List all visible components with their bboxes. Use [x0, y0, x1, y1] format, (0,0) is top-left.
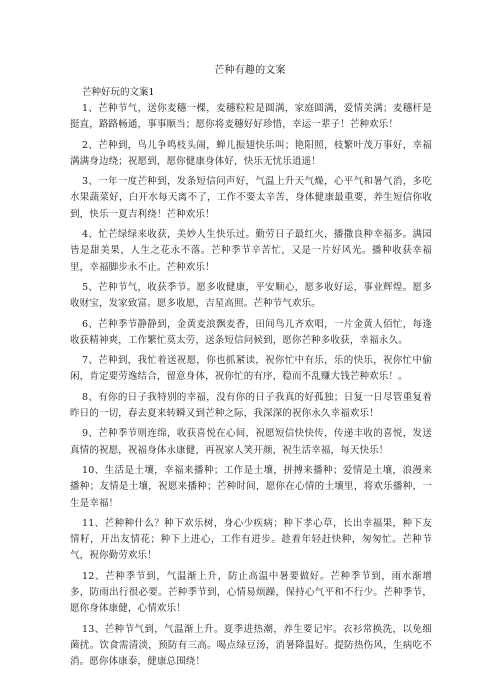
paragraph-10: 10、生活是土壤，幸福来播种；工作是土壤，拼搏来播种；爱情是土壤，浪漫来播种；友情是土壤，祝愿来播种；芒种时间，愿你在心情的土壤里，将欢乐播种，一生是幸福！ [70, 464, 432, 509]
paragraph-5: 5、芒种节气，收获季节。愿多收健康，平安顺心，愿多收好运，事业辉煌。愿多收财宝，发家致富。愿多收愿，吉星高照。芒种节气欢乐。 [70, 281, 432, 310]
paragraph-4: 4、忙芒绿绿来收获，美妙人生快乐过。勤劳日子最红火，播撒良种幸福多。满园皆是甜美果，人生之花永不落。芒种季节辛苦忙，又是一片好风光。播种收获幸福里，幸福脚步永不止。芒种欢乐！ [70, 229, 432, 273]
paragraph-2: 2、芒种到，鸟儿争鸣枝头闹，蝉儿振翅快乐叫；艳阳照，枝繁叶茂万事好，幸福满满身边绕；祝愿到，愿你健康身体好，快乐无忧乐逍遥！ [70, 139, 432, 167]
paragraph-6: 6、芒种季节静静到，金黄麦浪飘麦香，田间鸟儿齐欢唱，一片金黄人佰忙，每逢收获精神爽，工作繁忙莫太劳，送条短信问候到，愿你芒种多收获，幸福永久。 [70, 318, 432, 346]
paragraph-9: 9、芒种季节则连绵，收获喜悦在心间，祝愿短信快快传，传递丰收的喜悦，发送真情的祝愿，祝福身体永康健，再祝家人笑开颜，祝生活幸福，每天快乐！ [70, 428, 432, 456]
section-heading: 芒种好玩的文案1 [82, 87, 155, 98]
paragraph-13: 13、芒种节气到，气温渐上升。夏季进热潮，养生要记牢。衣衫常换洗，以免细菌扰。饮食需清淡，预防有三高。喝点绿豆汤，消暑降温好。提防热伤风，生病吃不消。愿你体康泰，健康总围绕！ [70, 623, 432, 668]
paragraph-12: 12、芒种季节到，气温渐上升，防止高温中暑要做好。芒种季节到，雨水渐增多，防雨出行很必要。芒种季节到，心情易烦躁，保持心气平和不行少。芒种季节，愿你身体康健，心情欢乐！ [70, 570, 432, 615]
document-title: 芒种有趣的文案 [214, 65, 286, 76]
paragraph-11: 11、芒种种什么？种下欢乐树，身心少疾病；种下孝心草，长出幸福果，种下友情籽，开出友情花；种下上进心，工作有进步。趁着年轻赶快种，匆匆忙。芒种节气，祝你勤劳欢乐！ [70, 517, 432, 562]
paragraph-1: 1、芒种节气，送你麦穗一棵，麦穗粒粒是圆满，家庭圆满，爱情美满；麦穗杆是挺直，路路畅通，事事顺当；愿你将麦穗好好珍惜，幸运一辈子！芒种欢乐！ [70, 103, 432, 131]
paragraph-7: 7、芒种到，我忙着送祝愿，你也抓紧读，祝你忙中有乐，乐的快乐，祝你忙中偷闲，肯定要劳逸结合，留意身体，祝你忙的有序，稳而不乱赚大钱芒种欢乐！。 [70, 355, 432, 383]
paragraph-3: 3、一年一度芒种到，发条短信问声好，气温上升天气燥，心平气和暑气消，多吃水果蔬菜好，白开水每天离不了，工作不要太辛苦，身体健康最重要，养生短信你收到，快乐一夏吉利绕！芒种欢乐！ [70, 176, 432, 220]
document-body [70, 101, 432, 675]
paragraph-8: 8、有你的日子我特别的幸福，没有你的日子我真的好孤独；日复一日尽管重复着昨日的一切，春去夏来转瞬又到芒种之际，我深深的祝你永久幸福欢乐！ [70, 391, 432, 420]
